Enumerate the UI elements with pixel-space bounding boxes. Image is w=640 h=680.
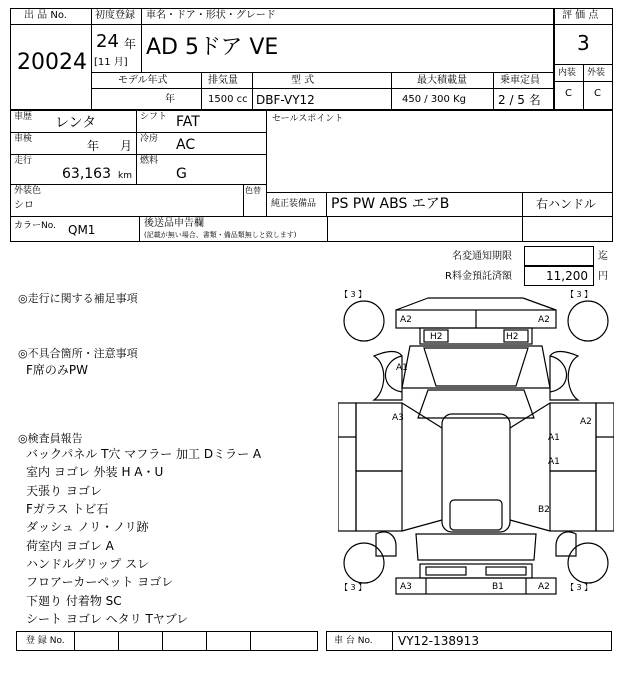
tire-rear-left: 【 3 】 — [340, 583, 367, 592]
tire-front-left: 【 3 】 — [340, 290, 367, 299]
inspector-line: シート ヨゴレ ヘタリ Tヤブレ — [26, 612, 189, 626]
shift-label: シフト — [140, 112, 168, 122]
registration-month: [11 月] — [94, 57, 128, 68]
rear-gate — [416, 534, 536, 560]
fender-front-left — [374, 352, 402, 401]
first-registration-label: 初度登録 — [95, 10, 135, 21]
extra-box-2 — [522, 216, 613, 242]
wheel-front-left — [344, 301, 384, 341]
shift: FAT — [176, 114, 200, 130]
displacement: 1500 cc — [208, 94, 248, 105]
color-no: QM1 — [68, 223, 96, 237]
wheel-rear-right — [568, 543, 608, 583]
registration-no-label: 登 録 No. — [26, 636, 65, 646]
model-type: DBF-VY12 — [256, 93, 315, 107]
side-left — [338, 403, 356, 531]
damage-rear-bumper-left: A3 — [400, 582, 412, 592]
wheel-front-right — [568, 301, 608, 341]
displacement-label: 排気量 — [208, 75, 238, 86]
damage-front-bumper-left: A2 — [400, 315, 412, 325]
exterior-grade-label: 外装 — [587, 68, 606, 78]
damage-rear-bumper-center: B1 — [492, 582, 504, 592]
equipment-label: 純正装備品 — [271, 199, 317, 209]
postfile-note: (記載が無い場合、書類・備品類無しと致します) — [144, 231, 297, 239]
inspection-month-unit: 月 — [120, 139, 133, 153]
inspector-line: 天張り ヨゴレ — [26, 484, 102, 498]
inspector-report-title: ◎検査員報告 — [18, 432, 83, 445]
door-rear-right — [550, 471, 596, 531]
model-header-label: 車名・ドア・形状・グレード — [146, 10, 276, 21]
tire-rear-right: 【 3 】 — [566, 583, 593, 592]
fender-front-right — [550, 352, 578, 401]
fuel: G — [176, 166, 187, 182]
quarter-rear-left — [376, 532, 396, 556]
interior-grade: C — [565, 88, 572, 99]
damage-fender-front-left: A1 — [396, 363, 408, 373]
capacity-label: 乗車定員 — [500, 75, 540, 86]
inspector-line: フロアーカーペット ヨゴレ — [26, 575, 174, 589]
inspection-year-unit: 年 — [87, 139, 100, 153]
inspection-label: 車検 — [14, 134, 33, 144]
ac: AC — [176, 137, 196, 153]
type-label: 型 式 — [291, 75, 315, 86]
model-year-unit: 年 — [165, 94, 175, 105]
exterior-color-label: 外装色 — [14, 186, 42, 196]
recycle-fee: 11,200 — [546, 269, 588, 283]
inspector-line: 荷室内 ヨゴレ A — [26, 539, 114, 553]
extra-box-1 — [327, 216, 523, 242]
max-load-label: 最大積載量 — [417, 75, 467, 86]
name-change-unit: 迄 — [598, 251, 608, 262]
wheel-rear-left — [344, 543, 384, 583]
damage-front-bumper-right: A2 — [538, 315, 550, 325]
lot-number: 20024 — [17, 50, 87, 75]
inspector-line: 下廻り 付着物 SC — [26, 594, 122, 608]
model-year-label: モデル年式 — [118, 75, 168, 86]
registration-year: 24 — [96, 31, 119, 52]
quarter-rear-right — [556, 532, 576, 556]
inspector-line: 室内 ヨゴレ 外装 H A・U — [26, 465, 164, 479]
defects-title: ◎不具合箇所・注意事項 — [18, 347, 138, 360]
damage-door-rear-right: A1 — [548, 457, 560, 467]
exterior-color-box — [10, 184, 244, 217]
inspector-line: ダッシュ ノリ・ノリ跡 — [26, 520, 149, 534]
inspector-line: ハンドルグリップ スレ — [26, 557, 150, 571]
recycle-fee-unit: 円 — [598, 271, 608, 282]
name-change-label: 名変通知期限 — [452, 251, 512, 262]
rear-bumper — [396, 578, 556, 594]
history: レンタ — [55, 115, 97, 131]
damage-headlight-right: H2 — [506, 332, 519, 342]
damage-rear-bumper-right: A2 — [538, 582, 550, 592]
damage-door-front-left: A3 — [392, 413, 404, 423]
selling-points-label: セールスポイント — [272, 114, 344, 124]
max-load: 450 / 300 Kg — [402, 94, 466, 105]
interior-grade-label: 内装 — [558, 68, 577, 78]
name-change-box — [524, 246, 594, 266]
door-rear-left — [356, 471, 402, 531]
model-name: AD 5ドア VE — [146, 35, 279, 60]
mileage: 63,163 — [62, 166, 111, 182]
exterior-grade: C — [594, 88, 601, 99]
exterior-color: シロ — [14, 200, 34, 211]
fuel-label: 燃料 — [140, 156, 159, 166]
ac-label: 冷房 — [140, 134, 159, 144]
defect-line: F席のみPW — [26, 363, 89, 377]
car-damage-diagram — [338, 288, 614, 626]
side-right — [596, 403, 614, 531]
tire-front-right: 【 3 】 — [566, 290, 593, 299]
lot-number-label: 出 品 No. — [24, 10, 67, 21]
roof — [442, 414, 510, 532]
mileage-label: 走行 — [14, 156, 33, 166]
steering: 右ハンドル — [536, 197, 597, 211]
overall-score: 3 — [577, 31, 590, 55]
damage-headlight-left: H2 — [430, 332, 443, 342]
inspector-line: Fガラス トビ石 — [26, 502, 109, 516]
damage-door-front-right: A1 — [548, 433, 560, 443]
registration-year-unit: 年 — [124, 37, 137, 51]
rear-panel — [420, 564, 532, 578]
score-label: 評 価 点 — [562, 10, 599, 21]
chassis-no: VY12-138913 — [398, 634, 479, 648]
hood — [402, 346, 550, 388]
chassis-no-label: 車 台 No. — [334, 636, 373, 646]
damage-quarter-right-lower: B2 — [538, 505, 550, 515]
damage-quarter-right: A2 — [580, 417, 592, 427]
driving-notes-title: ◎走行に関する補足事項 — [18, 292, 138, 305]
color-no-label: カラーNo. — [14, 221, 56, 231]
history-label: 車歴 — [14, 112, 33, 122]
passenger-capacity: 2 / 5 名 — [498, 93, 541, 107]
recolor-label: 色替 — [245, 186, 261, 195]
mileage-unit: km — [118, 171, 132, 181]
postfile-label: 後送品申告欄 — [144, 218, 204, 229]
inspector-line: バックパネル T穴 マフラー 加工 Dミラー A — [26, 447, 262, 461]
recycle-fee-label: R料金預託済額 — [445, 271, 512, 282]
equipment: PS PW ABS エアB — [331, 196, 450, 212]
